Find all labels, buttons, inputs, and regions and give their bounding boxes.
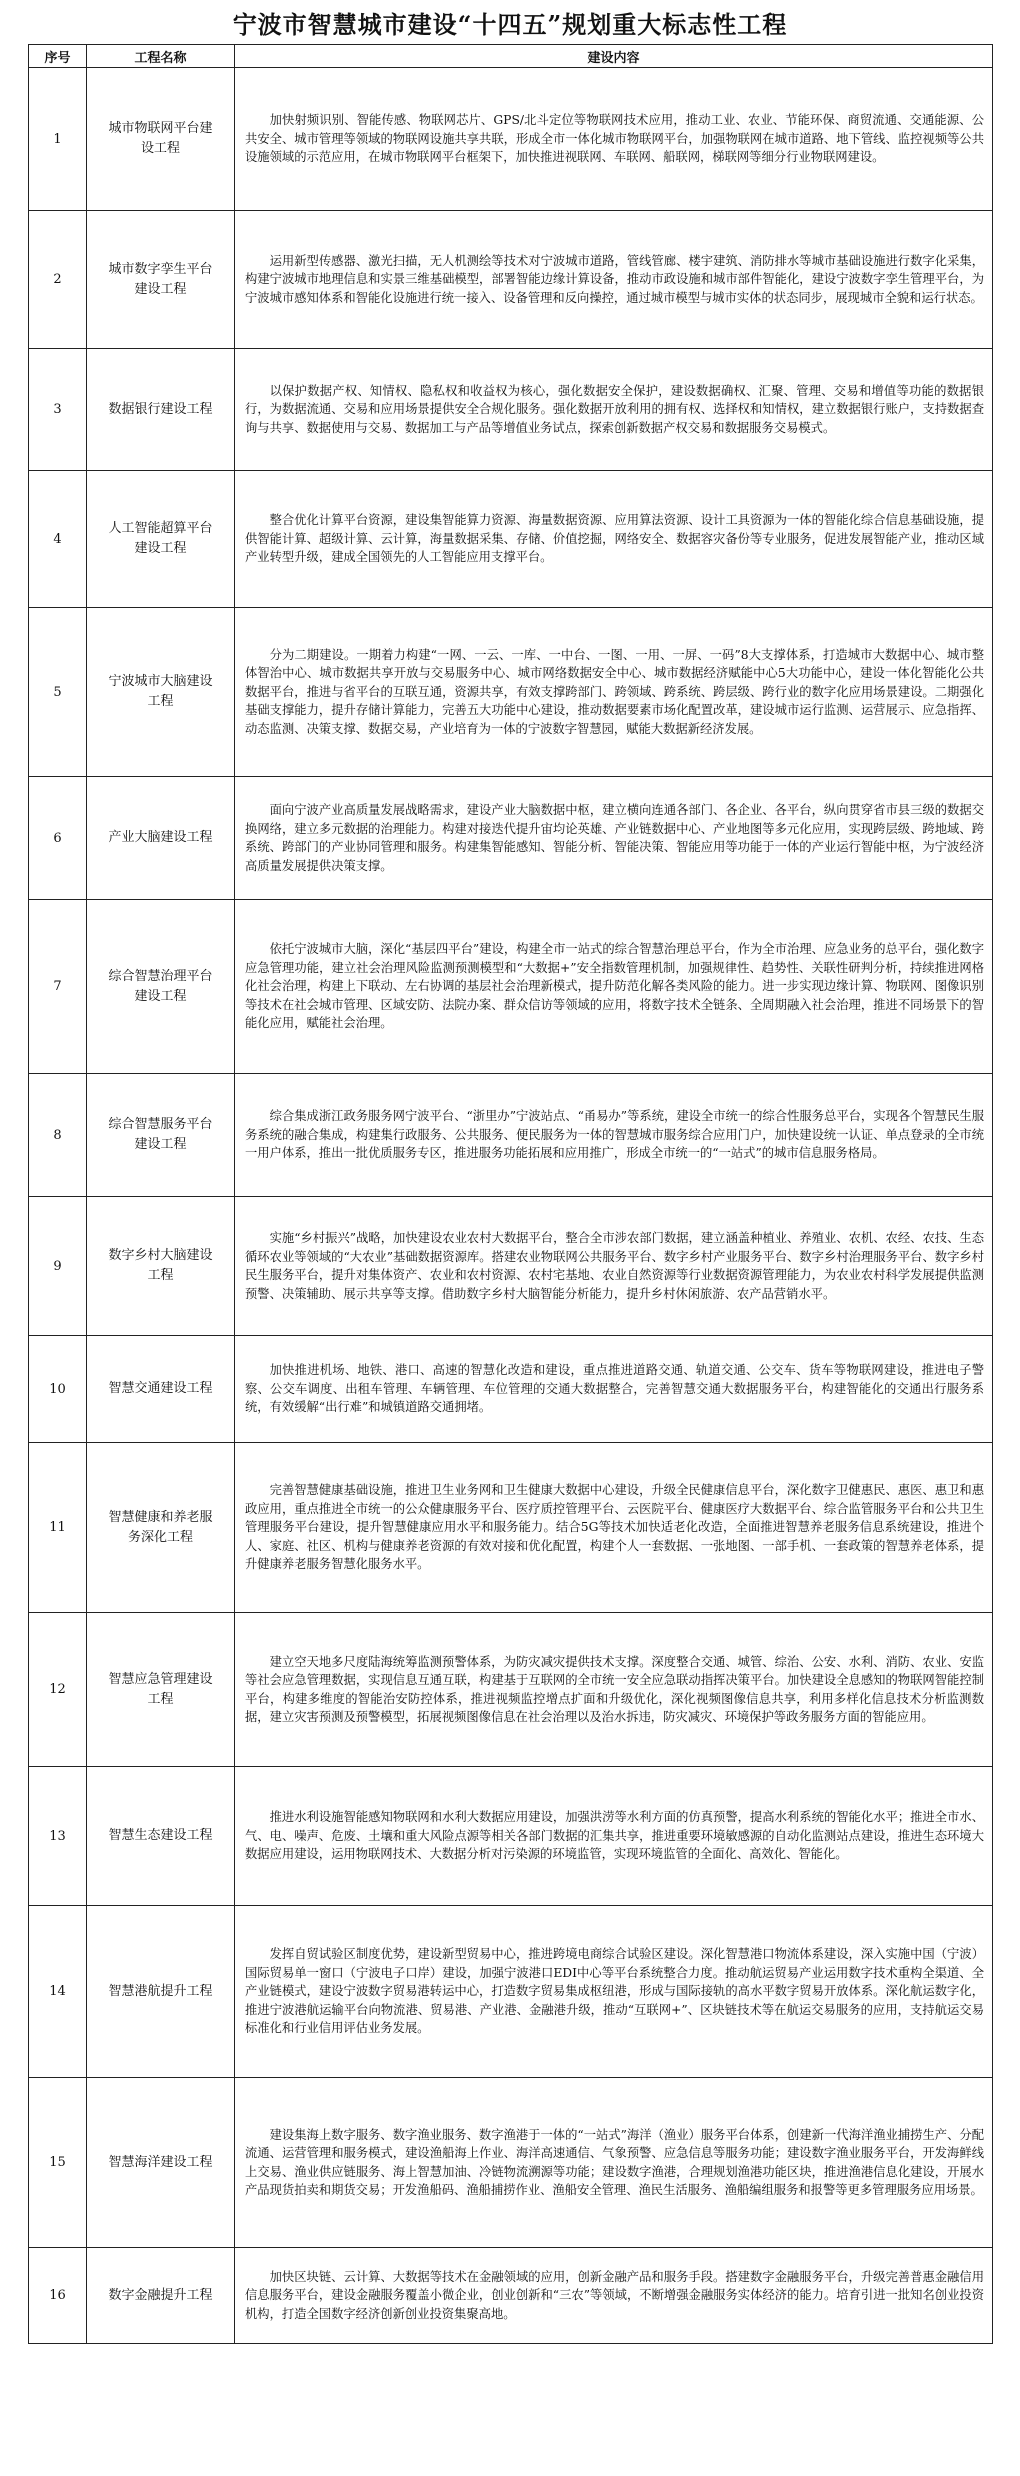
row-construction-content: 推进水利设施智能感知物联网和水利大数据应用建设，加强洪涝等水利方面的仿真预警，提高水利系统的智能化水平；推进全市水、气、电、噪声、危废、土壤和重大风险点源等相关各部门数据的汇集共享，推进重要环境敏感源的自动化监测站点建设，推进生态环境大数据应用建设，运用物联网技术、大数据分析对污染源的环境监管，实现环境监管的全面化、高效化、智能化。	[235, 1767, 993, 1906]
projects-table	[28, 44, 993, 2344]
row-construction-content: 建立空天地多尺度陆海统筹监测预警体系，为防灾减灾提供技术支撑。深度整合交通、城管、综治、公安、水利、消防、农业、安监等社会应急管理数据，实现信息互通互联，构建基于互联网的全市统一安全应急联动指挥决策平台。加快建设全息感知的物联网智能控制平台，构建多维度的智能治安防控体系，推进视频监控增点扩面和升级优化，深化视频图像信息共享，利用多样化信息技术分析监测数据，建立灾害预测及预警模型，拓展视频图像信息在社会治理以及治水拆违，防灾减灾、环境保护等政务服务方面的智能应用。	[235, 1613, 993, 1767]
row-project-name: 产业大脑建设工程	[87, 777, 235, 900]
table-row	[29, 1767, 993, 1906]
row-serial-no: 16	[29, 2248, 87, 2344]
row-construction-content: 加快区块链、云计算、大数据等技术在金融领域的应用，创新金融产品和服务手段。搭建数字金融服务平台，升级完善普惠金融信用信息服务平台，建设金融服务覆盖小微企业，创业创新和“三农”等领域，不断增强金融服务实体经济的能力。培育引进一批知名创业投资机构，打造全国数字经济创新创业投资集聚高地。	[235, 2248, 993, 2344]
table-row	[29, 1074, 993, 1197]
row-serial-no: 14	[29, 1906, 87, 2078]
row-construction-content: 综合集成浙江政务服务网宁波平台、“浙里办”宁波站点、“甬易办”等系统，建设全市统一的综合性服务总平台，实现各个智慧民生服务系统的融合集成，构建集行政服务、公共服务、便民服务为一体的智慧城市服务综合应用门户，加快建设统一认证、单点登录的全市统一用户体系，推出一批优质服务专区，推进服务功能拓展和应用推广，形成全市统一的“一站式”的城市信息服务格局。	[235, 1074, 993, 1197]
row-construction-content: 完善智慧健康基础设施，推进卫生业务网和卫生健康大数据中心建设，升级全民健康信息平台，深化数字卫健惠民、惠医、惠卫和惠政应用，重点推进全市统一的公众健康服务平台、医疗质控管理平台、云医院平台、健康医疗大数据平台、综合监管服务平台和公共卫生管理服务平台建设，提升智慧健康应用水平和服务能力。结合5G等技术加快适老化改造，全面推进智慧养老服务信息系统建设，推进个人、家庭、社区、机构与健康养老资源的有效对接和优化配置，构建个人一套数据、一张地图、一部手机、一套政策的智慧养老体系，提升健康养老服务智慧化服务水平。	[235, 1443, 993, 1613]
row-project-name: 人工智能超算平台建设工程	[87, 471, 235, 608]
row-serial-no: 1	[29, 68, 87, 211]
row-project-name: 数字金融提升工程	[87, 2248, 235, 2344]
row-serial-no: 3	[29, 349, 87, 471]
row-construction-content: 面向宁波产业高质量发展战略需求，建设产业大脑数据中枢，建立横向连通各部门、各企业、各平台，纵向贯穿省市县三级的数据交换网络，建立多元数据的治理能力。构建对接迭代提升宙均论英雄、产业链数据中心、产业地图等多元化应用，实现跨层级、跨地域、跨系统、跨部门的产业协同管理和服务。构建集智能感知、智能分析、智能决策、智能应用等功能于一体的产业运行智能中枢，为宁波经济高质量发展提供决策支撑。	[235, 777, 993, 900]
table-row	[29, 349, 993, 471]
row-serial-no: 13	[29, 1767, 87, 1906]
row-construction-content: 分为二期建设。一期着力构建“一网、一云、一库、一中台、一图、一用、一屏、一码”8大支撑体系，打造城市大数据中心、城市整体智治中心、城市数据共享开放与交易服务中心、城市网络数据安全中心、城市数据经济赋能中心5大功能中心，建设一体化智能化公共数据平台，推进与省平台的互联互通，资源共享，有效支撑跨部门、跨领域、跨系统、跨层级、跨行业的数字化应用场景建设。二期强化基础支撑能力，提升存储计算能力，完善五大功能中心建设，推动数据要素市场化配置改革，建设城市运行监测、运营展示、应急指挥、动态监测、决策支撑、数据交易，产业培育为一体的宁波数字智慧园，赋能大数据新经济发展。	[235, 608, 993, 777]
row-construction-content: 加快推进机场、地铁、港口、高速的智慧化改造和建设，重点推进道路交通、轨道交通、公交车、货车等物联网建设，推进电子警察、公交车调度、出租车管理、车辆管理、车位管理的交通大数据整合，完善智慧交通大数据服务平台，构建智能化的交通出行服务系统，有效缓解“出行难”和城镇道路交通拥堵。	[235, 1336, 993, 1443]
table-row	[29, 900, 993, 1074]
table-row	[29, 211, 993, 349]
row-project-name: 综合智慧服务平台建设工程	[87, 1074, 235, 1197]
table-row	[29, 608, 993, 777]
document-title: 宁波市智慧城市建设“十四五”规划重大标志性工程	[232, 10, 788, 39]
row-serial-no: 10	[29, 1336, 87, 1443]
header-project-name: 工程名称	[87, 45, 235, 68]
table-row	[29, 777, 993, 900]
row-project-name: 智慧交通建设工程	[87, 1336, 235, 1443]
row-construction-content: 依托宁波城市大脑，深化“基层四平台”建设，构建全市一站式的综合智慧治理总平台，作为全市治理、应急业务的总平台，强化数字应急管理功能，建立社会治理风险监测预测模型和“大数据+”安全指数管理机制，加强规律性、趋势性、关联性研判分析，持续推进网格化社会治理，构建上下联动、左右协调的基层社会治理新模式，提升防范化解各类风险的能力。进一步实现边缘计算、物联网、图像识别等技术在社会城市管理、区域安防、法院办案、群众信访等领域的应用，将数字技术全链条、全周期融入社会治理，推进不同场景下的智能化应用，赋能社会治理。	[235, 900, 993, 1074]
row-serial-no: 8	[29, 1074, 87, 1197]
table-row	[29, 2078, 993, 2248]
table-row	[29, 68, 993, 211]
row-project-name: 智慧海洋建设工程	[87, 2078, 235, 2248]
row-serial-no: 4	[29, 471, 87, 608]
row-serial-no: 15	[29, 2078, 87, 2248]
row-project-name: 智慧港航提升工程	[87, 1906, 235, 2078]
row-project-name: 宁波城市大脑建设工程	[87, 608, 235, 777]
table-row	[29, 1336, 993, 1443]
table-row	[29, 471, 993, 608]
row-construction-content: 加快射频识别、智能传感、物联网芯片、GPS/北斗定位等物联网技术应用，推动工业、农业、节能环保、商贸流通、交通能源、公共安全、城市管理等领域的物联网设施共享共联，形成全市一体化城市物联网平台，加强物联网在城市道路、地下管线、监控视频等公共设施领域的示范应用，在城市物联网平台框架下，加快推进视联网、车联网、船联网，梯联网等细分行业物联网建设。	[235, 68, 993, 211]
row-project-name: 综合智慧治理平台建设工程	[87, 900, 235, 1074]
row-construction-content: 发挥自贸试验区制度优势，建设新型贸易中心，推进跨境电商综合试验区建设。深化智慧港口物流体系建设，深入实施中国（宁波）国际贸易单一窗口（宁波电子口岸）建设，加强宁波港口EDI中心等平台系统整合力度。推动航运贸易产业运用数字技术重构全渠道、全产业链模式，建设宁波数字贸易港转运中心，打造数字贸易集成枢纽港，形成与国际接轨的高水平数字贸易开放体系。深化航运数字化，推进宁波港航运输平台向物流港、贸易港、产业港、金融港升级，推动“互联网+”、区块链技术等在航运交易服务的应用，支持航运交易标准化和行业信用评估业务发展。	[235, 1906, 993, 2078]
row-serial-no: 12	[29, 1613, 87, 1767]
row-serial-no: 11	[29, 1443, 87, 1613]
row-project-name: 智慧健康和养老服务深化工程	[87, 1443, 235, 1613]
table-row	[29, 2248, 993, 2344]
row-serial-no: 9	[29, 1197, 87, 1336]
table-row	[29, 1443, 993, 1613]
row-project-name: 数据银行建设工程	[87, 349, 235, 471]
row-construction-content: 整合优化计算平台资源，建设集智能算力资源、海量数据资源、应用算法资源、设计工具资源为一体的智能化综合信息基础设施，提供智能计算、超级计算、云计算，海量数据采集、存储、价值挖掘，网络安全、数据容灾备份等专业服务，促进发展智能产业，推动区域产业转型升级，建成全国领先的人工智能应用支撑平台。	[235, 471, 993, 608]
header-construction-content: 建设内容	[235, 45, 993, 68]
row-serial-no: 6	[29, 777, 87, 900]
table-row	[29, 1613, 993, 1767]
row-construction-content: 建设集海上数字服务、数字渔业服务、数字渔港于一体的“一站式”海洋（渔业）服务平台体系，创建新一代海洋渔业捕捞生产、分配流通、运营管理和服务模式，建设渔船海上作业、海洋高速通信、气象预警、应急信息等服务功能；建设数字渔业服务平台，开发海鲜线上交易、渔业供应链服务、海上智慧加油、冷链物流溯源等功能；建设数字渔港，合理规划渔港功能区块，推进渔港信息化建设，开展水产品现货拍卖和期货交易；开发渔船码、渔船捕捞作业、渔船安全管理、渔民生活服务、渔船编组服务和报警等更多管理服务应用场景。	[235, 2078, 993, 2248]
row-project-name: 数字乡村大脑建设工程	[87, 1197, 235, 1336]
row-project-name: 城市数字孪生平台建设工程	[87, 211, 235, 349]
table-row	[29, 1906, 993, 2078]
table-header-row	[29, 45, 993, 68]
table-row	[29, 1197, 993, 1336]
header-serial-no: 序号	[29, 45, 87, 68]
row-project-name: 智慧应急管理建设工程	[87, 1613, 235, 1767]
row-serial-no: 5	[29, 608, 87, 777]
row-project-name: 智慧生态建设工程	[87, 1767, 235, 1906]
row-construction-content: 运用新型传感器、激光扫描，无人机测绘等技术对宁波城市道路，管线管廊、楼宇建筑、消防排水等城市基础设施进行数字化采集，构建宁波城市地理信息和实景三维基础模型，部署智能边缘计算设备，推动市政设施和城市部件智能化，建设宁波数字孪生管理平台，为宁波城市感知体系和智能化设施进行统一接入、设备管理和反向操控，通过城市模型与城市实体的状态同步，展现城市全貌和运行状态。	[235, 211, 993, 349]
row-construction-content: 以保护数据产权、知情权、隐私权和收益权为核心，强化数据安全保护，建设数据确权、汇聚、管理、交易和增值等功能的数据银行，为数据流通、交易和应用场景提供安全合规化服务。强化数据开放利用的拥有权、选择权和知情权，建立数据银行账户，支持数据查询与共享、数据使用与交易、数据加工与产品等增值业务试点，探索创新数据产权交易和数据服务交易模式。	[235, 349, 993, 471]
row-construction-content: 实施“乡村振兴”战略，加快建设农业农村大数据平台，整合全市涉农部门数据，建立涵盖种植业、养殖业、农机、农经、农技、生态循环农业等领域的“大农业”基础数据资源库。搭建农业物联网公共服务平台、数字乡村产业服务平台、数字乡村治理服务平台、数字乡村民生服务平台，提升对集体资产、农业和农村资源、农村宅基地、农业自然资源等行业数据资源管理能力，为农业农村科学发展提供监测预警、决策辅助、展示共享等支撑。借助数字乡村大脑智能分析能力，提升乡村休闲旅游、农产品营销水平。	[235, 1197, 993, 1336]
row-project-name: 城市物联网平台建设工程	[87, 68, 235, 211]
row-serial-no: 2	[29, 211, 87, 349]
row-serial-no: 7	[29, 900, 87, 1074]
